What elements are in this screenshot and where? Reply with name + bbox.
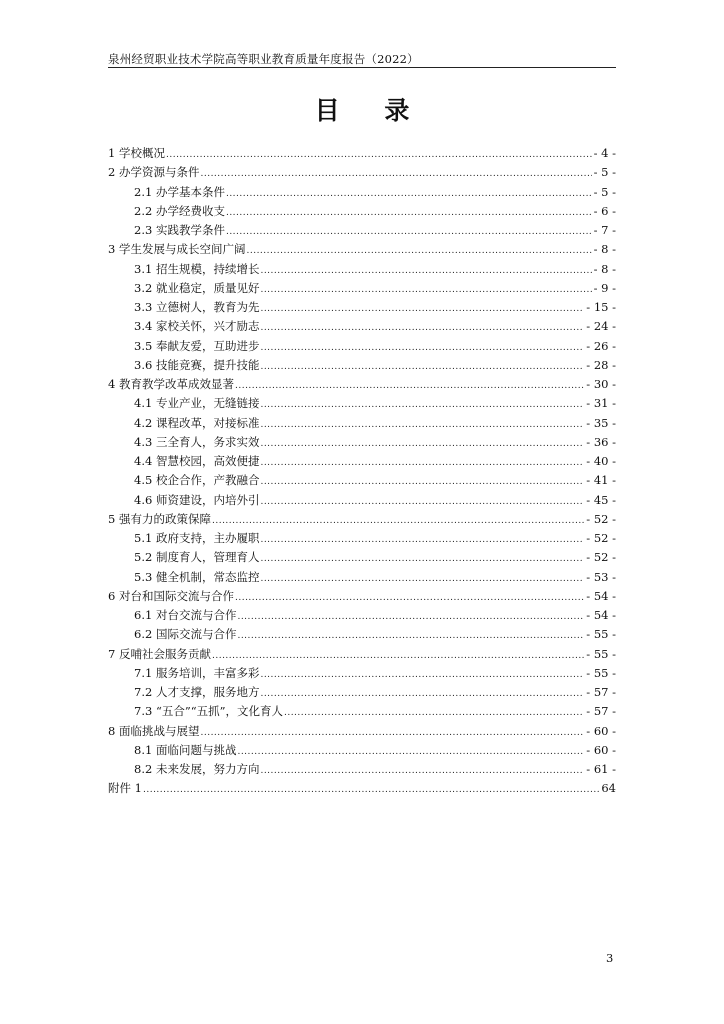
toc-entry[interactable] [108,453,616,472]
dot-leader [212,516,584,526]
page-number: 3 [606,951,614,965]
dot-leader [260,439,584,449]
dot-leader [260,497,584,507]
toc-entry-page: - 54 - [586,608,616,622]
toc-entry[interactable] [108,415,616,434]
toc-entry[interactable] [108,626,616,645]
toc-entry-label: 3.5 奉献友爱，互助进步 [134,338,260,353]
toc-entry[interactable] [108,780,616,799]
toc-entry[interactable] [108,703,616,722]
toc-entry[interactable] [108,338,616,357]
toc-entry-page: - 5 - [593,165,616,180]
toc-entry[interactable] [108,530,616,549]
toc-entry-page: 64 [601,781,616,796]
toc-entry[interactable] [108,357,616,376]
toc-entry[interactable] [108,222,616,241]
dot-leader [237,747,584,757]
toc-entry-page: - 5 - [593,184,616,199]
toc-entry[interactable] [108,723,616,742]
dot-leader [260,285,591,295]
toc-entry-label: 5.3 健全机制，常态监控 [134,569,260,584]
toc-entry-page: - 57 - [586,704,616,719]
toc-entry-label: 8.2 未来发展，努力方向 [134,762,260,776]
dot-leader [260,304,584,314]
toc-entry-page: - 53 - [586,569,616,584]
toc-entry[interactable] [108,761,616,780]
toc-entry-page: - 36 - [586,434,616,449]
toc-entry-page: - 54 - [586,588,616,603]
toc-entry[interactable] [108,184,616,203]
dot-leader [260,689,584,699]
running-header: 泉州经贸职业技术学院高等职业教育质量年度报告（2022） [108,52,419,66]
toc-entry-page: - 28 - [586,357,616,372]
toc-entry[interactable] [108,241,616,260]
toc-entry-page: - 52 - [586,550,616,565]
toc-entry[interactable] [108,299,616,318]
toc-entry-page: - 45 - [586,492,616,507]
toc-entry[interactable] [108,588,616,607]
dot-leader [260,574,584,584]
toc-entry-label: 5 强有力的政策保障 [108,511,211,526]
dot-leader [212,651,584,661]
toc-entry-page: - 7 - [593,223,616,237]
toc-entry[interactable] [108,395,616,414]
dot-leader [260,362,584,372]
dot-leader [226,189,592,199]
toc-entry-label: 8.1 面临问题与挑战 [134,742,237,757]
toc-entry-label: 2.2 办学经费收支 [134,203,225,218]
toc-entry-label: 6.2 国际交流与合作 [134,627,237,642]
toc-entry[interactable] [108,164,616,183]
dot-leader [260,670,584,680]
toc-entry-page: - 24 - [586,319,616,334]
dot-leader [260,477,584,487]
toc-entry-label: 附件 1 [108,781,142,796]
toc-entry[interactable] [108,376,616,395]
dot-leader [200,728,584,738]
toc-entry[interactable] [108,742,616,761]
toc-entry-label: 2 办学资源与条件 [108,165,200,180]
dot-leader [246,246,591,256]
toc-entry[interactable] [108,607,616,626]
toc-entry-label: 4.6 师资建设，内培外引 [134,492,260,507]
toc-entry[interactable] [108,203,616,222]
toc-entry[interactable] [108,434,616,453]
toc-entry-label: 7.3 “五合”“五抓”，文化育人 [134,704,283,719]
toc-entry-page: - 31 - [586,396,616,411]
toc-entry-page: - 6 - [593,203,616,218]
toc-entry-label: 4.5 校企合作，产教融合 [134,473,260,488]
page-title: 目 录 [314,96,428,125]
toc-entry-label: 3.1 招生规模，持续增长 [134,261,260,276]
dot-leader [260,266,591,276]
dot-leader [237,612,584,622]
toc-entry-page: - 41 - [586,473,616,488]
dot-leader [226,208,592,218]
toc-entry-page: - 8 - [593,261,616,276]
toc-entry[interactable] [108,145,616,164]
toc-entry-page: - 4 - [593,146,616,160]
dot-leader [235,381,584,391]
toc-entry-page: - 55 - [586,627,616,642]
toc-entry-page: - 60 - [586,742,616,757]
toc-entry-page: - 35 - [586,415,616,430]
toc-entry-page: - 55 - [586,646,616,661]
toc-entry[interactable] [108,472,616,491]
toc-entry-label: 2.1 办学基本条件 [134,184,225,199]
toc-entry-page: - 60 - [586,723,616,738]
toc-entry-page: - 15 - [586,300,616,314]
toc-entry[interactable] [108,280,616,299]
dot-leader [143,785,599,795]
toc-entry-label: 4.3 三全育人，务求实效 [134,434,260,449]
dot-leader [284,708,584,718]
dot-leader [260,535,584,545]
table-of-contents [108,145,616,800]
toc-entry-label: 7 反哺社会服务贡献 [108,646,211,661]
toc-entry-label: 2.3 实践教学条件 [134,223,225,237]
toc-entry-page: - 9 - [593,280,616,295]
toc-entry-label: 7.2 人才支撑，服务地方 [134,685,260,699]
toc-entry-label: 3.3 立德树人，教育为先 [134,300,260,314]
dot-leader [260,400,584,410]
toc-entry-page: - 57 - [586,685,616,699]
dot-leader [226,227,592,237]
toc-entry-page: - 55 - [586,665,616,680]
toc-entry-label: 4.2 课程改革，对接标准 [134,415,260,430]
toc-entry-label: 1 学校概况 [108,146,165,160]
toc-entry-page: - 8 - [593,242,616,257]
dot-leader [260,766,584,776]
toc-entry[interactable] [108,511,616,530]
dot-leader [235,593,584,603]
toc-entry-label: 3.6 技能竞赛，提升技能 [134,357,260,372]
toc-entry-page: - 61 - [586,762,616,776]
toc-entry-label: 5.2 制度育人，管理育人 [134,550,260,565]
toc-entry-label: 3 学生发展与成长空间广阔 [108,242,246,257]
dot-leader [260,323,584,333]
toc-entry-page: - 40 - [586,454,616,468]
toc-entry-label: 3.4 家校关怀，兴才励志 [134,319,260,334]
dot-leader [260,554,584,564]
dot-leader [166,150,592,160]
toc-entry[interactable] [108,665,616,684]
dot-leader [237,631,584,641]
toc-entry-label: 4.1 专业产业，无缝链接 [134,396,260,411]
toc-entry-page: - 52 - [586,511,616,526]
header-divider [108,67,616,68]
dot-leader [260,420,584,430]
toc-entry-page: - 30 - [586,377,616,391]
toc-entry[interactable] [108,569,616,588]
toc-entry[interactable] [108,549,616,568]
toc-entry-label: 6 对台和国际交流与合作 [108,588,234,603]
toc-entry[interactable] [108,646,616,665]
dot-leader [260,343,584,353]
toc-entry-label: 4 教育教学改革成效显著 [108,377,234,391]
toc-entry[interactable] [108,318,616,337]
toc-entry[interactable] [108,492,616,511]
toc-entry-label: 7.1 服务培训，丰富多彩 [134,665,260,680]
toc-entry[interactable] [108,261,616,280]
toc-entry-label: 6.1 对台交流与合作 [134,608,237,622]
toc-entry-page: - 52 - [586,531,616,545]
dot-leader [200,169,591,179]
toc-entry-page: - 26 - [586,338,616,353]
toc-entry-label: 5.1 政府支持，主办履职 [134,531,260,545]
toc-entry-label: 8 面临挑战与展望 [108,723,200,738]
toc-entry-label: 3.2 就业稳定，质量见好 [134,280,260,295]
toc-entry-label: 4.4 智慧校园，高效便捷 [134,454,260,468]
toc-entry[interactable] [108,684,616,703]
dot-leader [260,458,584,468]
